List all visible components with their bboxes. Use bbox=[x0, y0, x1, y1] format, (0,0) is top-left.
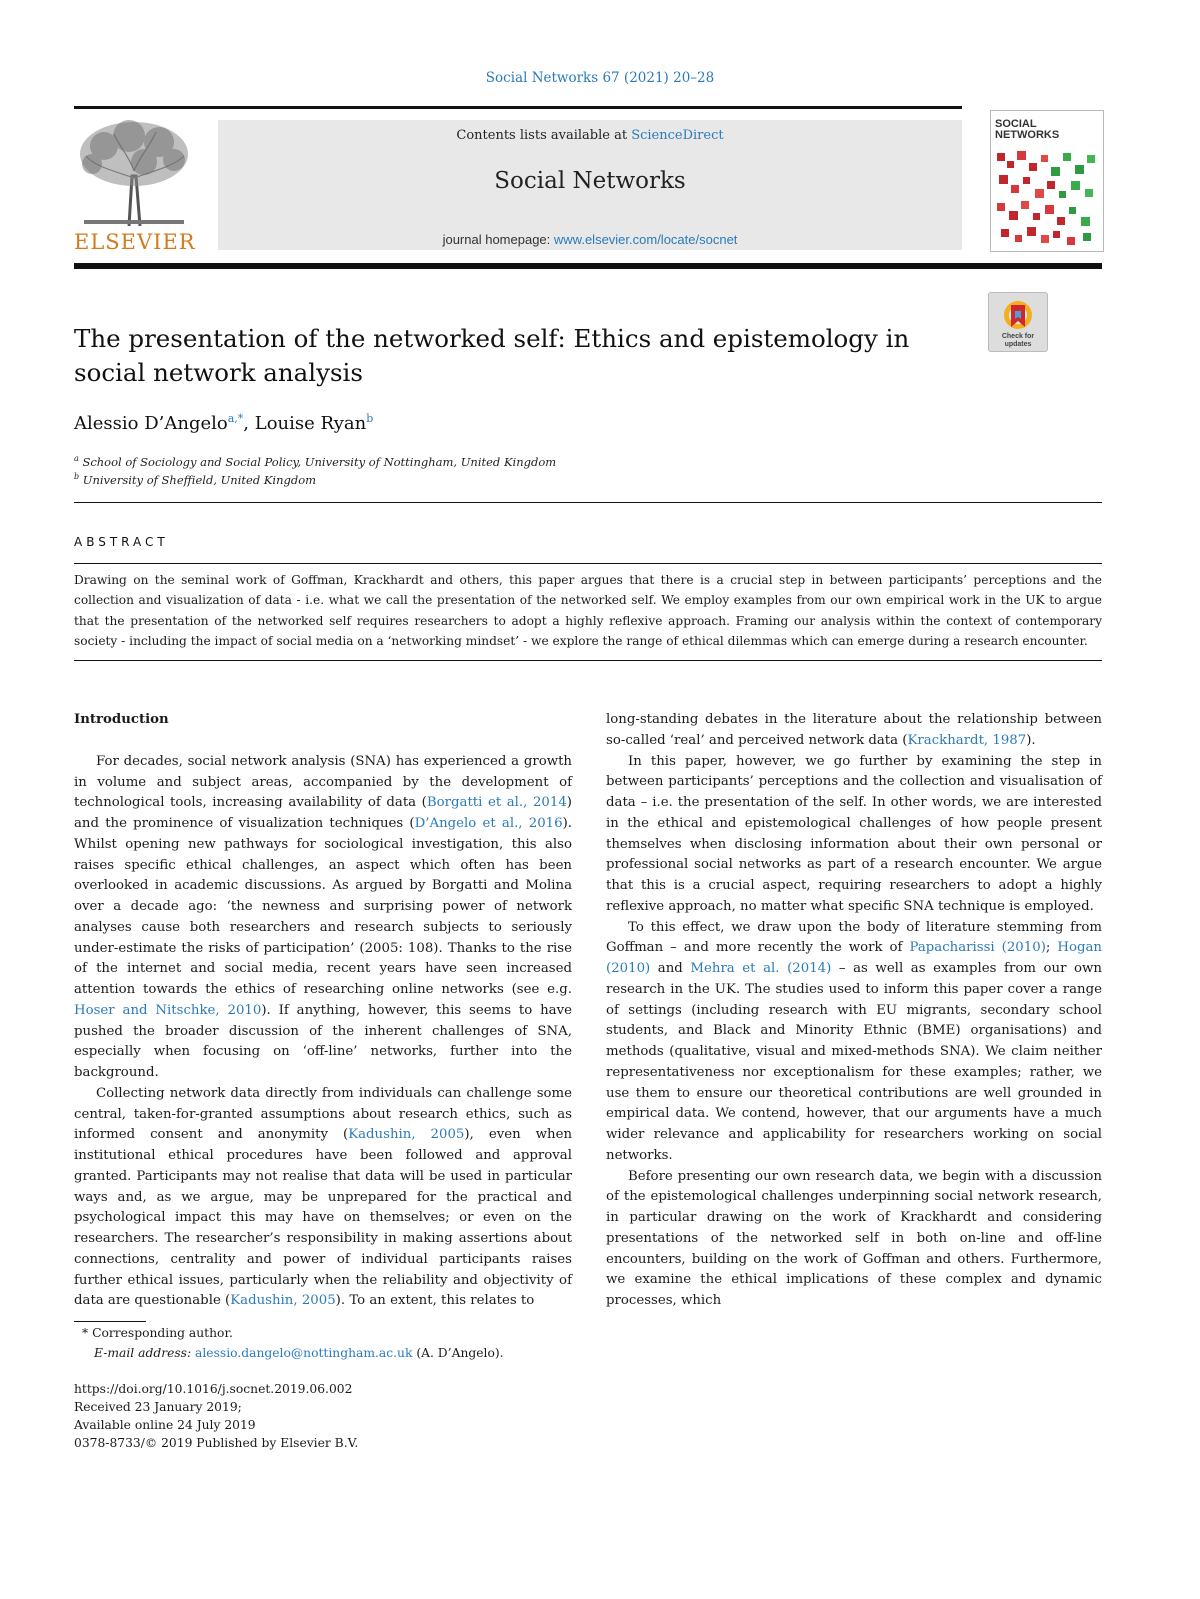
cover-title-line-1: SOCIAL bbox=[995, 118, 1037, 130]
cover-title bbox=[995, 119, 1059, 141]
received-date: Received 23 January 2019; bbox=[74, 1400, 242, 1414]
text-run: ). Whilst opening new pathways for sociological investigation, this also raises specific ethical challenges, an aspect which often has been overlooked in academic discussions. As argued by Borgatti and Molina over a decade ago: ‘the newness and surprising power of network analyses cause both researchers and research subjects to seriously under-estimate the risks of participation’ (2005: 108). Thanks to the rise of the internet and social media, recent years have seen increased attention towards the ethics of researching online networks (see e.g. bbox=[74, 816, 572, 997]
citation-link[interactable]: Borgatti et al., 2014 bbox=[426, 795, 567, 811]
paragraph bbox=[606, 710, 1102, 752]
journal-reference[interactable]: Social Networks 67 (2021) 20–28 bbox=[485, 70, 715, 86]
citation-link[interactable]: Hoser and Nitschke, 2010 bbox=[74, 1002, 262, 1018]
author-affiliation-marker[interactable]: a,* bbox=[227, 412, 244, 425]
text-run: For decades, social network analysis (SNA) has experienced a growth in volume and subject areas, accompanied by the development of technological tools, increasing availability of data ( bbox=[74, 753, 572, 811]
text-run: To this effect, we draw upon the body of literature stemming from Goffman – and more recently the work of bbox=[606, 919, 1102, 956]
text-run: ). To an extent, this relates to bbox=[335, 1293, 535, 1309]
author-name: Alessio D’Angelo bbox=[74, 413, 228, 434]
text-run: Collecting network data directly from individuals can challenge some central, taken-for-granted assumptions about research ethics, such as informed consent and anonymity ( bbox=[74, 1085, 572, 1143]
text-run: ) and the prominence of visualization techniques ( bbox=[74, 795, 572, 831]
journal-title: Social Networks bbox=[494, 168, 686, 194]
text-run: ). If anything, however, this seems to have pushed the broader discussion of the inherent challenges of SNA, especially when focusing on ‘off-line’ networks, further into the background. bbox=[74, 1002, 572, 1080]
footnote-text: Corresponding author. bbox=[92, 1326, 233, 1340]
footnote-email bbox=[94, 1346, 504, 1360]
homepage-prefix: journal homepage: bbox=[442, 232, 554, 247]
homepage-line bbox=[218, 232, 962, 247]
citation-link[interactable]: Mehra et al. (2014) bbox=[690, 961, 832, 976]
affiliation-b bbox=[74, 472, 316, 487]
author-list bbox=[74, 412, 373, 434]
divider bbox=[74, 502, 1102, 503]
affiliation-a bbox=[74, 454, 556, 469]
email-suffix: (A. D’Angelo). bbox=[412, 1346, 504, 1360]
divider bbox=[74, 660, 1102, 661]
footnote-corresponding bbox=[82, 1326, 233, 1340]
paragraph bbox=[606, 918, 1102, 1167]
author-separator: , bbox=[243, 413, 255, 434]
cover-title-line-2: NETWORKS bbox=[995, 129, 1060, 141]
author-affiliation-marker[interactable]: b bbox=[366, 412, 374, 425]
citation-link[interactable]: Hogan (2010) bbox=[606, 940, 1102, 976]
author-name: Louise Ryan bbox=[254, 413, 367, 434]
publisher-name: ELSEVIER bbox=[74, 230, 196, 254]
footnote-rule bbox=[74, 1321, 146, 1322]
email-label: E-mail address: bbox=[94, 1346, 192, 1360]
abstract-text: Drawing on the seminal work of Goffman, Krackhardt and others, this paper argues that there is a crucial step in between participants’ perceptions and the collection and visualization of data - i.e. what we call the presentation of the networked self. We employ examples from our own empirical work in the UK to argue that the presentation of the networked self requires researchers to adopt a highly reflexive approach. Framing our analysis within the context of contemporary society - including the impact of social media on a ‘networking mindset’ - we explore the range of ethical dilemmas which can emerge during a research encounter. bbox=[74, 573, 1102, 648]
affiliation-marker: a bbox=[74, 454, 79, 463]
doi-link[interactable]: https://doi.org/10.1016/j.socnet.2019.06.002 bbox=[74, 1382, 353, 1396]
text-run: – as well as examples from our own research in the UK. The studies used to inform this paper cover a range of settings (including research with EU migrants, secondary school students, and Black and Minority Ethnic (BME) organisations) and methods (qualitative, visual and mixed-methods SNA). We claim neither representativeness nor exceptionalism for these examples; rather, we use them to ensure our theoretical contributions are well grounded in empirical data. We contend, however, that our arguments have a much wider relevance and applicability for researchers working on social networks. bbox=[606, 961, 1102, 1163]
body-left-column bbox=[74, 710, 572, 1312]
citation-link[interactable]: D’Angelo et al., 2016 bbox=[414, 816, 563, 831]
cover-network-graphic bbox=[991, 147, 1103, 251]
paragraph bbox=[74, 752, 572, 1084]
citation-link[interactable]: Papacharissi (2010) bbox=[909, 940, 1046, 956]
section-heading: Introduction bbox=[74, 712, 169, 727]
affiliation-text: School of Sociology and Social Policy, University of Nottingham, United Kingdom bbox=[82, 454, 557, 469]
article-title: The presentation of the networked self: Ethics and epistemology in social network analysis bbox=[74, 324, 910, 387]
contents-prefix: Contents lists available at bbox=[456, 128, 632, 143]
affiliation-text: University of Sheffield, United Kingdom bbox=[82, 472, 317, 487]
citation-link[interactable]: Kadushin, 2005 bbox=[230, 1293, 336, 1309]
text-run: ), even when institutional ethical procedures have been followed and approval granted. Participants may not realise that data will be used in particular ways and, as we argue, may be unprepared for the practical and psychological impact this may have on themselves; or even on the researchers. The researcher’s responsibility in making assertions about connections, centrality and power of individual participants raises further ethical issues, particularly when the reliability and objectivity of data are questionable ( bbox=[74, 1127, 573, 1309]
header-rule bbox=[74, 106, 962, 109]
text-run: long-standing debates in the literature about the relationship between so-called ‘real’ and perceived network data ( bbox=[606, 712, 1102, 748]
divider bbox=[74, 563, 1102, 564]
paragraph bbox=[74, 1084, 572, 1312]
journal-cover bbox=[990, 110, 1104, 252]
copyright: 0378-8733/© 2019 Published by Elsevier B.V. bbox=[74, 1436, 359, 1450]
affiliation-marker: b bbox=[74, 472, 80, 481]
tree-icon bbox=[74, 116, 194, 228]
sciencedirect-link[interactable]: ScienceDirect bbox=[631, 128, 724, 143]
citation-link[interactable]: Kadushin, 2005 bbox=[348, 1127, 465, 1143]
text-run: and bbox=[650, 961, 691, 976]
footnote-star: * bbox=[82, 1326, 89, 1340]
homepage-link[interactable]: www.elsevier.com/locate/socnet bbox=[553, 232, 738, 247]
citation-link[interactable]: Krackhardt, 1987 bbox=[907, 732, 1027, 748]
text-run: ). bbox=[1026, 732, 1036, 748]
crossmark-label: Check for updates bbox=[1001, 333, 1035, 348]
paragraph: In this paper, however, we go further by examining the step in between participants’ perceptions and the collection and visualisation of data – i.e. the presentation of the self. In other words, we are interested in the ethical and epistemological challenges of how people present themselves when disclosing information about their own personal or professional social networks as part of a research encounter. We argue that this is a crucial aspect, requiring researchers to adopt a highly reflexive approach, no matter what specific SNA technique is employed. bbox=[606, 753, 1102, 914]
check-for-updates-badge[interactable] bbox=[988, 292, 1048, 352]
text-run: ; bbox=[1045, 940, 1058, 956]
journal-banner bbox=[218, 120, 962, 250]
contents-line bbox=[218, 128, 962, 143]
paragraph: Before presenting our own research data, we begin with a discussion of the epistemological challenges underpinning social network research, in particular drawing on the work of Krackhardt and considering presentations of the networked self in both on-line and off-line encounters, building on the work of Goffman and others. Furthermore, we examine the ethical implications of these complex and dynamic processes, which bbox=[606, 1168, 1102, 1308]
available-date: Available online 24 July 2019 bbox=[74, 1418, 256, 1432]
body-right-column bbox=[606, 710, 1102, 1312]
email-link[interactable]: alessio.dangelo@nottingham.ac.uk bbox=[195, 1346, 413, 1360]
abstract-heading: ABSTRACT bbox=[74, 535, 169, 549]
header-thick-rule bbox=[74, 263, 1102, 269]
